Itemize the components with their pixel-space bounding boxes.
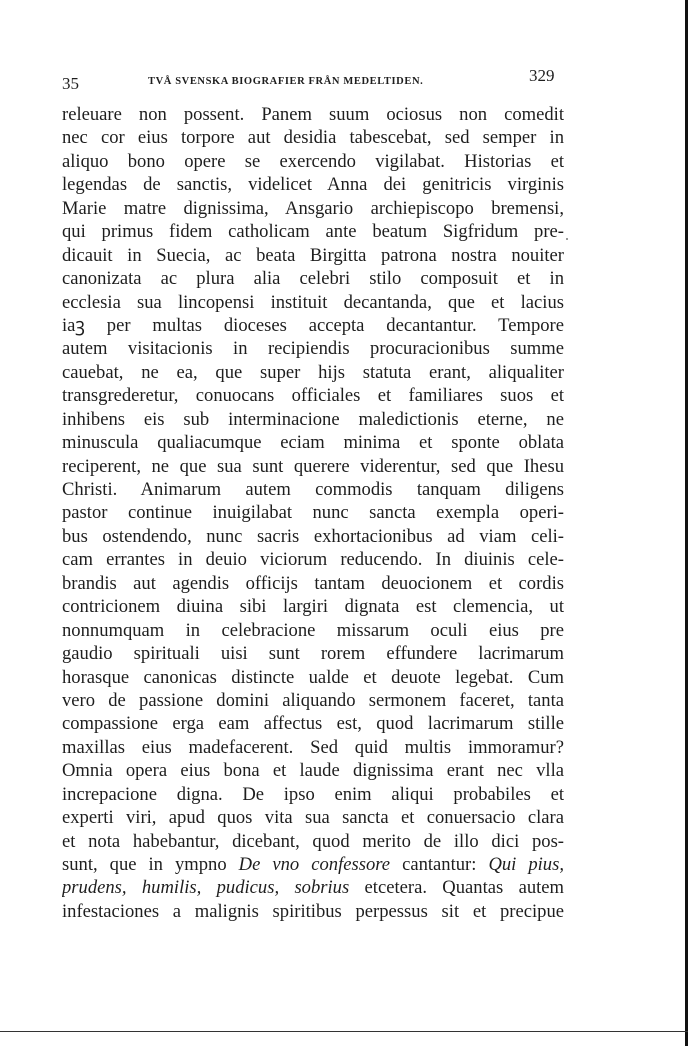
text-line: nec cor eius torpore aut desidia tabescebat, sed semper in <box>62 127 564 149</box>
text-line: increpacione digna. De ipso enim aliqui probabiles et <box>62 783 564 805</box>
text-line: contricionem diuina sibi largiri dignata est clemencia, ut <box>62 596 564 618</box>
text-line: gaudio spirituali uisi sunt rorem effundere lacrimarum <box>62 643 564 665</box>
text-line: bus ostendendo, nunc sacris exhortacionibus ad viam celi- <box>62 525 564 547</box>
text-line: infestaciones a malignis spiritibus perpessus sit et precipue <box>62 900 564 922</box>
text-line: releuare non possent. Panem suum ociosus non comedit <box>62 104 564 125</box>
text-line: compassione erga eam affectus est, quod lacrimarum stille <box>62 713 564 735</box>
text-line: maxillas eius madefacerent. Sed quid multis immoramur? <box>62 736 564 758</box>
scan-edge-bottom <box>0 1031 688 1032</box>
text-line: vero de passione domini aliquando sermonem faceret, tanta <box>62 689 564 711</box>
text-line: inhibens eis sub interminacione maledictionis eterne, ne <box>62 408 564 430</box>
hymn-quote: Qui pius, <box>488 854 564 875</box>
text-line: reciperent, ne que sua sunt querere viderentur, sed que Ihesu <box>62 455 564 477</box>
text-line: ecclesia sua lincopensi instituit decantanda, que et lacius <box>62 291 564 313</box>
text-line: et nota habebantur, dicebant, quod merito de illo dici pos- <box>62 830 564 852</box>
body-text <box>62 103 564 923</box>
text-line: Christi. Animarum autem commodis tanquam diligens <box>62 479 564 500</box>
scan-speck <box>566 238 568 240</box>
text-line: canonizata ac plura alia celebri stilo composuit et in <box>62 268 564 290</box>
page-number-right: 329 <box>529 66 555 85</box>
text-line: aliquo bono opere se exercendo vigilabat. Historias et <box>62 150 564 172</box>
text-line: iaꝫ per multas dioceses accepta decantantur. Tempore <box>62 314 564 336</box>
text-line: nonnumquam in celebracione missarum oculi eius pre <box>62 619 564 641</box>
hymn-title: De vno confessore <box>238 854 391 875</box>
text-line-hymn <box>62 853 564 876</box>
text-line: Marie matre dignissima, Ansgario archiepiscopo bremensi, <box>62 197 564 219</box>
text-line-quote <box>62 876 564 899</box>
text-line: Omnia opera eius bona et laude dignissima erant nec vlla <box>62 760 564 782</box>
text-line: transgrederetur, conuocans officiales et familiares suos et <box>62 385 564 407</box>
text-line: pastor continue inuigilabat nunc sancta exempla operi- <box>62 502 564 524</box>
page-header <box>62 66 562 93</box>
text-line: dicauit in Suecia, ac beata Birgitta patrona nostra nouiter <box>62 244 564 266</box>
text-line: experti viri, apud quos vita sua sancta et conuersacio clara <box>62 807 564 829</box>
text-run: etcetera. Quantas autem <box>349 877 564 899</box>
text-line: legendas de sanctis, videlicet Anna dei genitricis virginis <box>62 174 564 196</box>
page-number-left: 35 <box>62 74 79 93</box>
text-line: autem visitacionis in recipiendis procuracionibus summe <box>62 338 564 360</box>
text-line: cauebat, ne ea, que super hijs statuta erant, aliqualiter <box>62 361 564 383</box>
text-line: brandis aut agendis officijs tantam deuocionem et cordis <box>62 572 564 594</box>
hymn-quote-cont: prudens, humilis, pudicus, sobrius <box>62 877 350 899</box>
text-line: cam errantes in deuio viciorum reducendo. In diuinis cele- <box>62 549 564 571</box>
text-run: sunt, que in ympno <box>62 854 239 875</box>
text-run: cantantur: <box>390 854 489 875</box>
text-line: horasque canonicas distincte ualde et deuote legebat. Cum <box>62 666 564 688</box>
running-title: TVÅ SVENSKA BIOGRAFIER FRÅN MEDELTIDEN. <box>148 76 424 87</box>
text-line: qui primus fidem catholicam ante beatum Sigfridum pre- <box>62 221 564 243</box>
text-line: minuscula qualiacumque eciam minima et sponte oblata <box>62 432 564 454</box>
